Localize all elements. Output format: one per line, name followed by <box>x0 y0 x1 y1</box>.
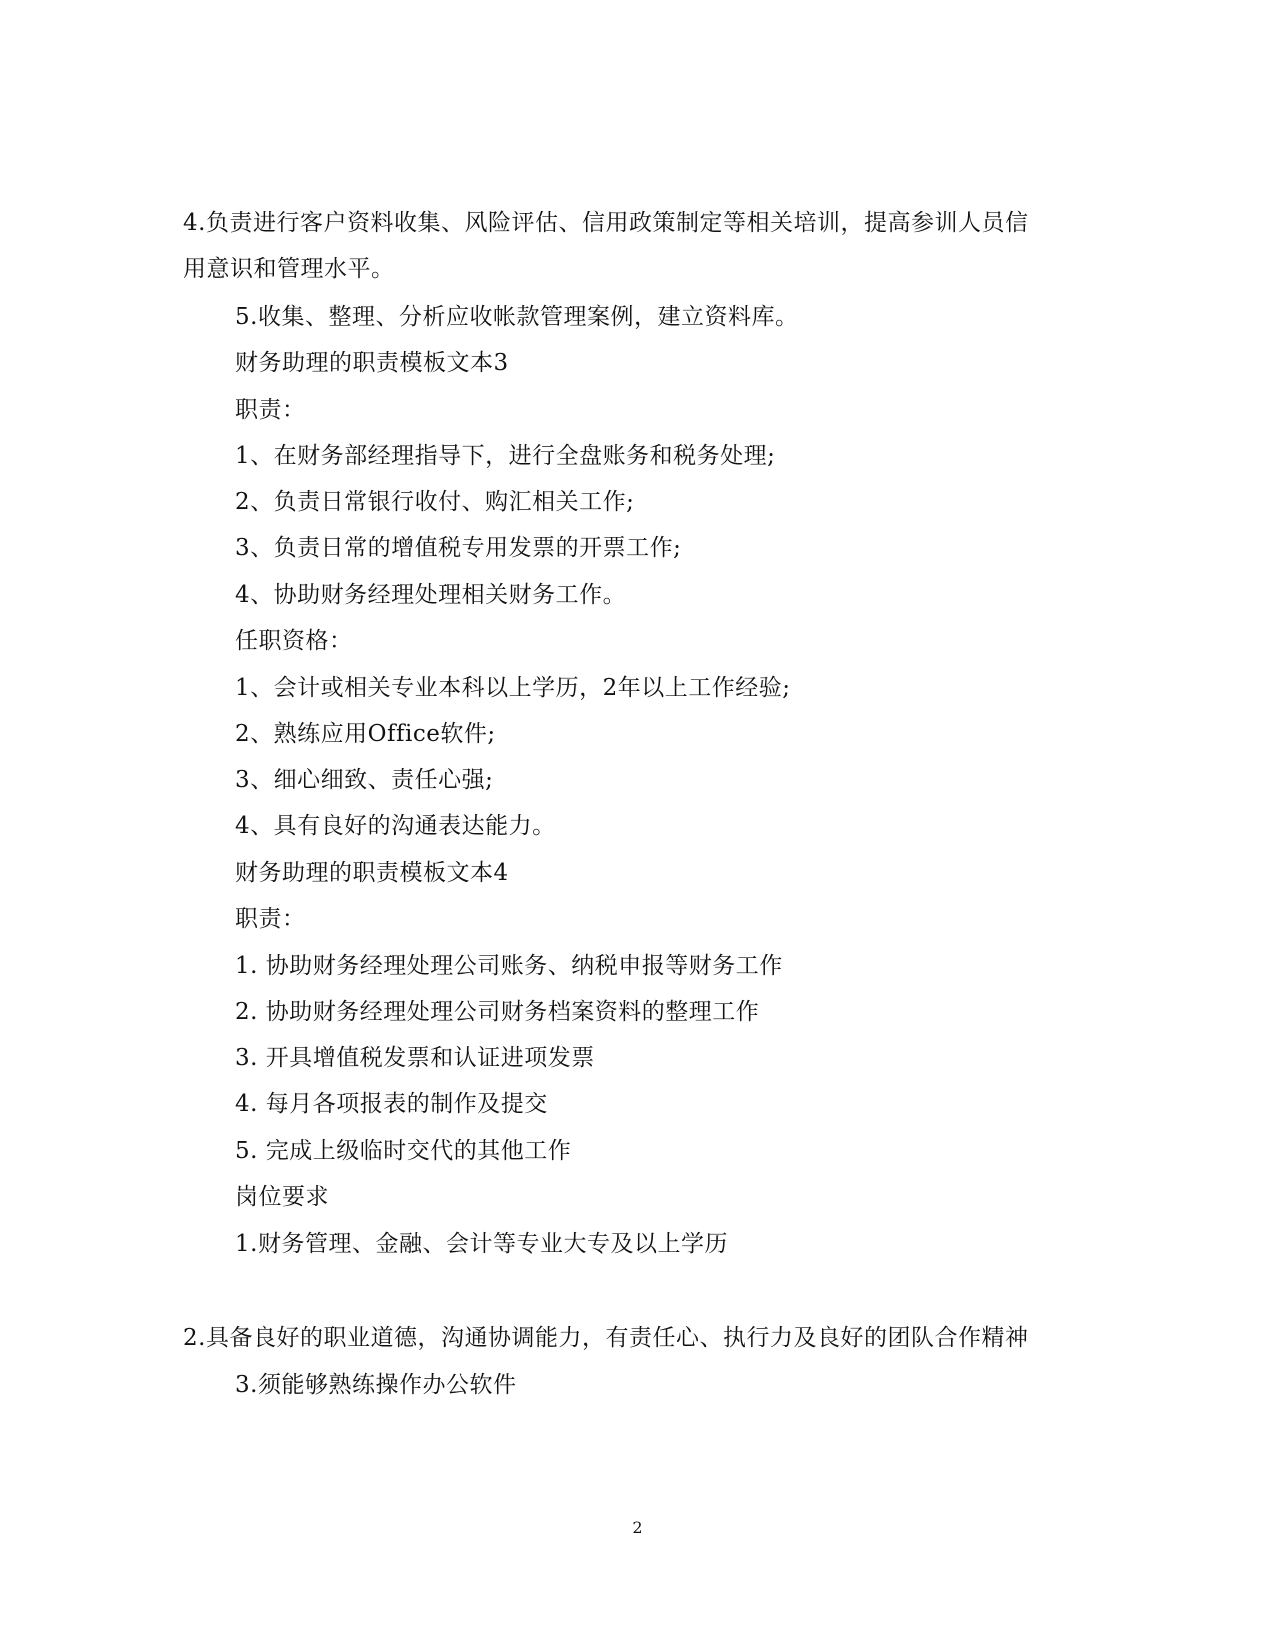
list-item: 3、负责日常的增值税专用发票的开票工作; <box>235 535 682 561</box>
subheading: 任职资格： <box>235 628 353 654</box>
list-item: 3、细心细致、责任心强; <box>235 767 494 793</box>
subheading: 职责： <box>235 906 306 932</box>
list-item: 3.须能够熟练操作办公软件 <box>235 1372 517 1398</box>
list-item: 4、协助财务经理处理相关财务工作。 <box>235 582 627 608</box>
list-item: 1、在财务部经理指导下，进行全盘账务和税务处理; <box>235 443 776 469</box>
subheading: 职责： <box>235 397 306 423</box>
list-item: 2. 协助财务经理处理公司财务档案资料的整理工作 <box>235 999 760 1025</box>
subheading: 岗位要求 <box>235 1184 329 1210</box>
list-item: 1.财务管理、金融、会计等专业大专及以上学历 <box>235 1231 728 1257</box>
list-item: 2.具备良好的职业道德，沟通协调能力，有责任心、执行力及良好的团队合作精神 <box>183 1325 1029 1351</box>
list-item: 1. 协助财务经理处理公司账务、纳税申报等财务工作 <box>235 953 783 979</box>
list-item: 3. 开具增值税发票和认证进项发票 <box>235 1045 595 1071</box>
page-number: 2 <box>632 1518 643 1537</box>
list-item: 4、具有良好的沟通表达能力。 <box>235 813 556 839</box>
list-item: 2、熟练应用Office软件; <box>235 721 496 747</box>
list-item: 2、负责日常银行收付、购汇相关工作; <box>235 489 635 515</box>
section-heading: 财务助理的职责模板文本4 <box>235 860 509 886</box>
section-heading: 财务助理的职责模板文本3 <box>235 350 509 376</box>
list-item: 5. 完成上级临时交代的其他工作 <box>235 1138 572 1164</box>
paragraph-line: 5.收集、整理、分析应收帐款管理案例，建立资料库。 <box>235 304 799 330</box>
paragraph-line: 用意识和管理水平。 <box>183 256 395 282</box>
list-item: 1、会计或相关专业本科以上学历，2年以上工作经验; <box>235 675 791 701</box>
paragraph-line: 4.负责进行客户资料收集、风险评估、信用政策制定等相关培训，提高参训人员信 <box>183 210 1029 236</box>
list-item: 4. 每月各项报表的制作及提交 <box>235 1091 548 1117</box>
